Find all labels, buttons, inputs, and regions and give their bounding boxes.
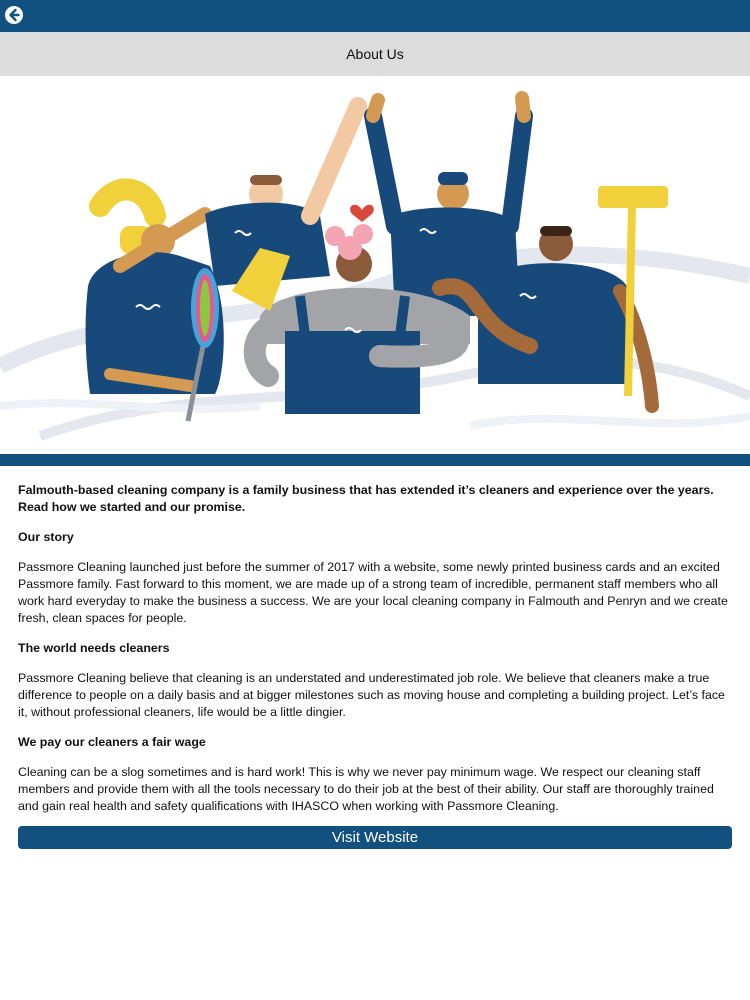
visit-website-button[interactable]	[18, 826, 732, 849]
section-body-our-story: Passmore Cleaning launched just before the summer of 2017 with a website, some newly printed business cards and an excited Passmore family. Fast forward to this moment, we are made up of a strong team of incredible, permanent staff members who all work hard everyday to make the business a success. We are your local cleaning company in Falmouth and Penryn and we create fresh, clean spaces for people.	[18, 560, 728, 625]
visit-website-label: Visit Website	[331, 829, 419, 846]
top-nav-bar	[0, 0, 750, 32]
section-heading-world-needs-cleaners: The world needs cleaners	[18, 641, 170, 655]
hero-illustration	[0, 76, 750, 454]
hero-divider	[0, 454, 750, 466]
section-heading-fair-wage: We pay our cleaners a fair wage	[18, 735, 206, 749]
section-body-fair-wage: Cleaning can be a slog sometimes and is hard work! This is why we never pay minimum wage. We respect our cleaning staff members and provide them with all the tools necessary to do their job at the best of their ability. Our staff are thoroughly trained and gain real health and safety qualifications with IHASCO when working with Passmore Cleaning.	[18, 765, 714, 813]
page-title-bar	[0, 32, 750, 76]
section-body-world-needs-cleaners: Passmore Cleaning believe that cleaning is an understated and underestimated job role. We believe that cleaners make a true difference to people on a daily basis and at bigger milestones such as moving house and completing a building project. Let’s face it, without professional cleaners, life would be a little dingier.	[18, 671, 725, 719]
page-title: About Us	[346, 46, 404, 62]
intro-text: Falmouth-based cleaning company is a family business that has extended it’s cleaners and experience over the years. Read how we started and our promise.	[18, 483, 714, 514]
back-arrow-icon[interactable]	[4, 5, 24, 25]
cleaning-team-illustration-icon	[0, 76, 750, 454]
section-heading-our-story: Our story	[18, 530, 74, 544]
about-content	[18, 482, 732, 828]
